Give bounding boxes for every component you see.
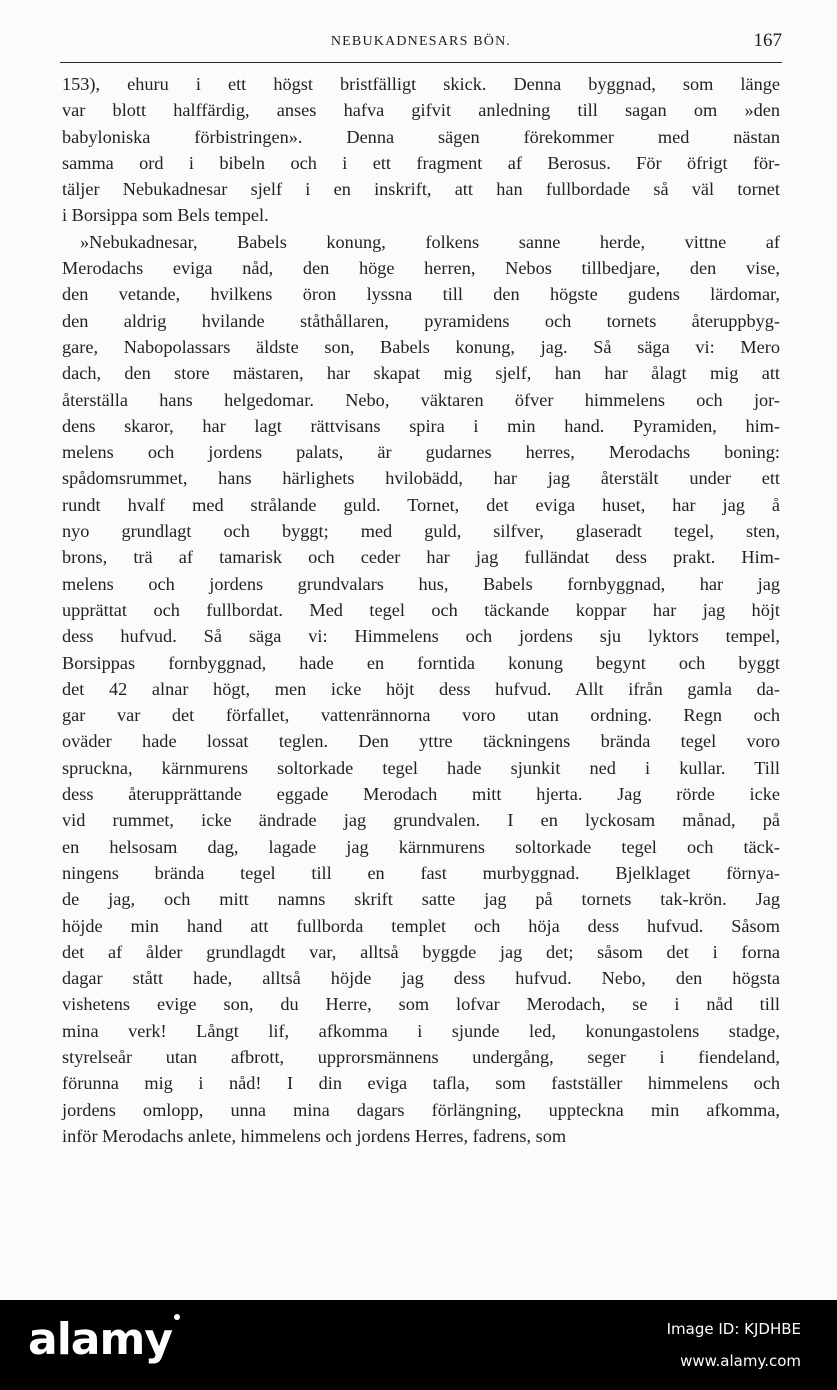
text-line: vishetens evige son, du Herre, som lofvar Merodach, se i nåd till xyxy=(62,994,780,1015)
logo-text: alamy xyxy=(28,1314,172,1365)
running-head xyxy=(60,28,782,58)
text-line: inför Merodachs anlete, himmelens och jordens Herres, fadrens, som xyxy=(62,1125,567,1146)
text-line: mina verk! Långt lif, afkomma i sjunde led, konungastolens stadge, xyxy=(62,1020,780,1041)
text-line: styrelseår utan afbrott, upprorsmännens undergång, seger i fiendeland, xyxy=(62,1046,780,1067)
text-line: en helsosam dag, lagade jag kärnmurens soltorkade tegel och täck- xyxy=(62,836,780,857)
text-line: samma ord i bibeln och i ett fragment af Berosus. För öfrigt för- xyxy=(62,152,780,173)
text-line: vid rummet, icke ändrade jag grundvalen. I en lyckosam månad, på xyxy=(62,810,780,831)
text-line: spruckna, kärnmurens soltorkade tegel hade sjunkit ned i kullar. Till xyxy=(62,757,780,778)
text-line: upprättat och fullbordat. Med tegel och täckande koppar har jag höjt xyxy=(62,599,780,620)
text-line: melens och jordens grundvalars hus, Babels fornbyggnad, har jag xyxy=(62,573,780,594)
alamy-logo[interactable] xyxy=(28,1314,180,1365)
text-line: nyo grundlagt och byggt; med guld, silfver, glaseradt tegel, sten, xyxy=(62,521,780,542)
text-line: dens skaror, har lagt rättvisans spira i min hand. Pyramiden, him- xyxy=(62,415,780,436)
header-rule xyxy=(60,62,782,63)
watermark-banner xyxy=(0,1300,837,1390)
body-text xyxy=(62,71,780,1149)
image-id: Image ID: KJDHBE xyxy=(666,1320,801,1338)
text-line: gare, Nabopolassars äldste son, Babels konung, jag. Så säga vi: Mero xyxy=(62,336,780,357)
text-line: höjde min hand att fullborda templet och höja dess hufvud. Såsom xyxy=(62,915,780,936)
text-line: rundt hvalf med strålande guld. Tornet, det eviga huset, har jag å xyxy=(62,494,780,515)
text-line: dess återupprättande eggade Merodach mitt hjerta. Jag rörde icke xyxy=(62,784,780,805)
logo-dot-icon xyxy=(174,1314,180,1320)
text-line: täljer Nebukadnesar sjelf i en inskrift, att han fullbordade så väl tornet xyxy=(62,179,780,200)
text-line: 153), ehuru i ett högst bristfälligt skick. Denna byggnad, som länge xyxy=(62,74,780,94)
text-line: i Borsippa som Bels tempel. xyxy=(62,205,269,226)
page-number: 167 xyxy=(753,30,782,51)
text-line: spådomsrummet, hans härlighets hvilobädd, har jag återstält under ett xyxy=(62,468,780,489)
text-line: dach, den store mästaren, har skapat mig sjelf, han har ålagt mig att xyxy=(62,363,780,384)
text-line: melens och jordens palats, är gudarnes herres, Merodachs boning: xyxy=(62,442,780,463)
running-title: NEBUKADNESARS BÖN. xyxy=(330,34,512,49)
text-line: var blott halffärdig, anses hafva gifvit anledning till sagan om »den xyxy=(62,100,780,121)
text-line: »Nebukadnesar, Babels konung, folkens sanne herde, vittne af xyxy=(80,231,780,252)
text-line: dagar stått hade, alltså höjde jag dess hufvud. Nebo, den högsta xyxy=(62,968,780,989)
text-line: återställa hans helgedomar. Nebo, väktaren öfver himmelens och jor- xyxy=(62,389,780,410)
text-line: jordens omlopp, unna mina dagars förlängning, uppteckna min afkomma, xyxy=(62,1099,780,1120)
text-line: oväder hade lossat teglen. Den yttre täckningens brända tegel voro xyxy=(62,731,780,752)
text-line: Borsippas fornbyggnad, hade en forntida konung begynt och byggt xyxy=(62,652,780,673)
text-line: det 42 alnar högt, men icke höjt dess hufvud. Allt ifrån gamla da- xyxy=(62,678,780,699)
site-url[interactable]: www.alamy.com xyxy=(680,1352,801,1370)
text-line: den aldrig hvilande ståthållaren, pyramidens och tornets återuppbyg- xyxy=(62,310,780,331)
text-line: förunna mig i nåd! I din eviga tafla, som fastställer himmelens och xyxy=(62,1073,780,1094)
text-line: babyloniska förbistringen». Denna sägen förekommer med nästan xyxy=(62,126,780,147)
text-line: Merodachs eviga nåd, den höge herren, Nebos tillbedjare, den vise, xyxy=(62,258,780,279)
text-line: brons, trä af tamarisk och ceder har jag fulländat dess prakt. Him- xyxy=(62,547,780,568)
text-line: dess hufvud. Så säga vi: Himmelens och jordens sju lyktors tempel, xyxy=(62,626,780,647)
text-line: det af ålder grundlagdt var, alltså byggde jag det; såsom det i forna xyxy=(62,941,780,962)
text-line: ningens brända tegel till en fast murbyggnad. Bjelklaget förnya- xyxy=(62,862,780,883)
text-line: den vetande, hvilkens öron lyssna till den högste gudens lärdomar, xyxy=(62,284,780,305)
text-line: de jag, och mitt namns skrift satte jag på tornets tak-krön. Jag xyxy=(62,889,780,910)
text-line: gar var det förfallet, vattenrännorna voro utan ordning. Regn och xyxy=(62,705,780,726)
